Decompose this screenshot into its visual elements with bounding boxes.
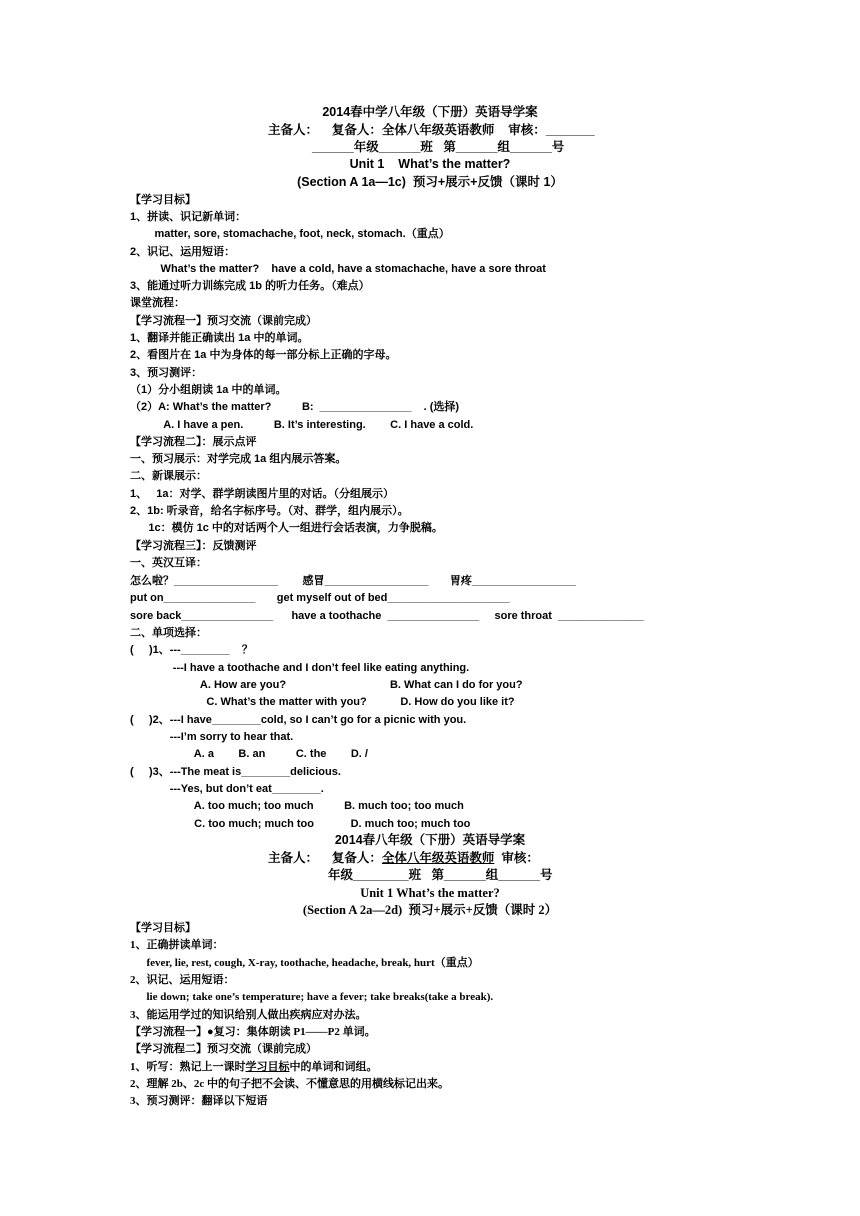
doc1-line: matter, sore, stomachache, foot, neck, stomach.（重点） [130,228,450,240]
doc2-listen-line: 1、听写：熟记上一课时学习目标中的单词和词组。 [130,1061,378,1073]
doc1-line: 1、 1a：对学、群学朗读图片里的对话。（分组展示） [130,488,395,500]
doc1-class-line: ______年级______班 第______组______号 [312,140,565,154]
doc1-line: 1c：模仿 1c 中的对话两个人一组进行会话表演，力争脱稿。 [130,522,443,534]
doc1-line: ( )2、---I have________cold, so I can’t go for a picnic with you. [130,714,467,726]
doc1-line: 3、能通过听力训练完成 1b 的听力任务。（难点） [130,280,370,292]
doc1-line: A. a B. an C. the D. / [130,748,368,760]
doc1-line: A. I have a pen. B. It’s interesting. C. I have a cold. [130,419,474,431]
doc2-section-title: (Section A 2a—2d) 预习+展示+反馈（课时 2） [302,903,558,917]
doc1-line: 3、预习测评： [130,367,203,379]
doc1-line: A. How are you? B. What can I do for you? [130,679,523,691]
doc1-line: 【学习流程二】：展示点评 [130,436,257,448]
doc1-line: 课堂流程： [130,297,185,309]
doc1-line: 1、拼读、识记新单词： [130,211,247,223]
doc1-line: 二、新课展示： [130,470,207,482]
doc2-unit-title: Unit 1 What’s the matter? [360,886,500,900]
doc1-line: （1）分小组朗读 1a 中的单词。 [130,384,287,396]
doc1-unit-title: Unit 1 What’s the matter? [349,157,511,171]
learning-goals-underlined: 学习目标 [245,1061,290,1073]
doc2-title: 2014春八年级（下册）英语导学案 [334,833,526,847]
doc1-line: ( )1、---________ ？ [130,644,253,656]
doc1-line: ---I have a toothache and I don’t feel like eating anything. [130,662,470,674]
doc2-line: 3、能运用学过的知识给别人做出疾病应对办法。 [130,1009,367,1021]
doc1-line: sore back_______________ have a toothache _______________ sore throat ______________ [130,610,644,622]
doc2-preparers: 主备人： 复备人：全体八年级英语教师 审核： [268,851,539,865]
doc2-line: fever, lie, rest, cough, X-ray, toothache, headache, break, hurt（重点） [130,957,479,969]
doc1-line: 【学习目标】 [130,194,196,206]
doc1-line: 一、预习展示：对学完成 1a 组内展示答案。 [130,453,347,465]
doc1-line: 怎么啦？_________________ 感冒_________________ 胃疼_________________ [130,575,576,587]
doc1-line: 2、1b: 听录音，给名字标序号。（对、群学，组内展示）。 [130,505,409,517]
doc2-line: 1、正确拼读单词： [130,939,224,951]
doc1-line: A. too much; too much B. much too; too much [130,800,464,812]
doc1-line: 2、识记、运用短语： [130,246,236,258]
doc1-section-title: (Section A 1a—1c) 预习+展示+反馈（课时 1） [297,175,563,189]
doc2-line: 【学习流程一】●复习：集体朗读 P1——P2 单词。 [130,1026,376,1038]
doc1-preparers: 主备人： 复备人：全体八年级英语教师 审核：_______ [268,123,595,137]
doc2-line: 3、预习测评：翻译以下短语 [130,1095,268,1107]
doc2-line: 2、理解 2b、2c 中的句子把不会读、不懂意思的用横线标记出来。 [130,1078,449,1090]
doc1-line: 二、单项选择： [130,627,207,639]
doc1-title: 2014春中学八年级（下册）英语导学案 [322,105,538,119]
doc1-line: ( )3、---The meat is________delicious. [130,766,341,778]
doc1-line: 一、英汉互译： [130,557,207,569]
doc2-class-line: 年级________班 第______组______号 [328,868,553,882]
doc2-line: 【学习目标】 [130,922,196,934]
doc1-line: C. What’s the matter with you? D. How do you like it? [130,696,515,708]
doc2-line: 2、识记、运用短语： [130,974,235,986]
doc1-line: （2）A: What’s the matter? B: _______________ . (选择) [130,401,460,413]
doc2-line: 【学习流程二】预习交流（课前完成） [130,1043,317,1055]
doc1-line: 2、看图片在 1a 中为身体的每一部分标上正确的字母。 [130,349,397,361]
doc2-line: lie down; take one’s temperature; have a fever; take breaks(take a break). [130,991,494,1003]
doc1-line: ---I’m sorry to hear that. [130,731,294,743]
doc1-line: What’s the matter? have a cold, have a stomachache, have a sore throat [130,263,546,275]
doc1-line: 1、翻译并能正确读出 1a 中的单词。 [130,332,309,344]
doc1-line: 【学习流程一】预习交流（课前完成） [130,315,317,327]
doc1-line: 【学习流程三】：反馈测评 [130,540,257,552]
doc1-line: C. too much; much too D. much too; much too [130,818,471,830]
doc1-line: ---Yes, but don’t eat________. [130,783,324,795]
doc1-line: put on_______________ get myself out of bed____________________ [130,592,510,604]
doc2-preparers-underlined: 全体八年级英语教师 [381,851,495,865]
